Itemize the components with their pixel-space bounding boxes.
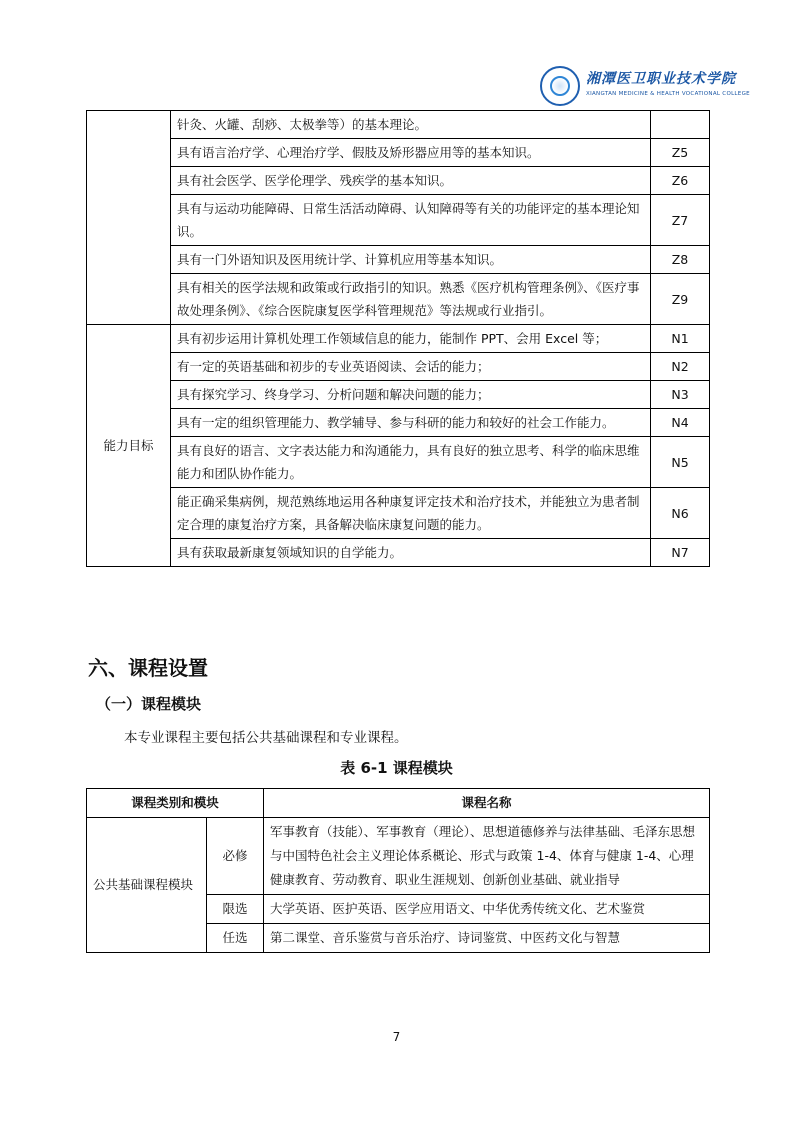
table-header-row bbox=[87, 789, 710, 818]
table-caption: 表 6-1 课程模块 bbox=[340, 759, 453, 777]
table-row bbox=[87, 246, 710, 274]
logo-chinese-name: 湘潭医卫职业技术学院 bbox=[586, 71, 736, 87]
college-logo bbox=[540, 66, 750, 108]
objective-text: 具有获取最新康复领域知识的自学能力。 bbox=[171, 539, 651, 567]
objective-text: 针灸、火罐、刮痧、太极拳等）的基本理论。 bbox=[171, 111, 651, 139]
objective-code: Z5 bbox=[651, 139, 710, 167]
knowledge-category-cell bbox=[87, 111, 171, 325]
objective-text: 能正确采集病例，规范熟练地运用各种康复评定技术和治疗技术，并能独立为患者制定合理的康复治疗方案，具备解决临床康复问题的能力。 bbox=[171, 488, 651, 539]
objective-code: N6 bbox=[651, 488, 710, 539]
objective-code: Z6 bbox=[651, 167, 710, 195]
column-header-category: 课程类别和模块 bbox=[87, 789, 264, 818]
table-row bbox=[87, 437, 710, 488]
section-paragraph: 本专业课程主要包括公共基础课程和专业课程。 bbox=[124, 730, 408, 746]
objective-code bbox=[651, 111, 710, 139]
page-number: 7 bbox=[392, 1030, 401, 1044]
objective-code: Z9 bbox=[651, 274, 710, 325]
table-row bbox=[87, 111, 710, 139]
objective-text: 具有初步运用计算机处理工作领域信息的能力，能制作 PPT、会用 Excel 等； bbox=[171, 325, 651, 353]
objective-code: N4 bbox=[651, 409, 710, 437]
ability-category-cell: 能力目标 bbox=[87, 325, 171, 567]
course-type: 必修 bbox=[207, 818, 264, 895]
course-list: 军事教育（技能）、军事教育（理论）、思想道德修养与法律基础、毛泽东思想与中国特色社会主义理论体系概论、形式与政策 1-4、体育与健康 1-4、心理健康教育、劳动教育、职业生涯规划、创新创业基础、就业指导 bbox=[264, 818, 710, 895]
objectives-table bbox=[86, 110, 710, 567]
table-row bbox=[87, 818, 710, 895]
objective-text: 具有探究学习、终身学习、分析问题和解决问题的能力； bbox=[171, 381, 651, 409]
objective-text: 具有一门外语知识及医用统计学、计算机应用等基本知识。 bbox=[171, 246, 651, 274]
objective-code: Z8 bbox=[651, 246, 710, 274]
table-row bbox=[87, 353, 710, 381]
objective-text: 具有社会医学、医学伦理学、残疾学的基本知识。 bbox=[171, 167, 651, 195]
objective-code: N5 bbox=[651, 437, 710, 488]
objective-text: 有一定的英语基础和初步的专业英语阅读、会话的能力； bbox=[171, 353, 651, 381]
course-list: 大学英语、医护英语、医学应用语文、中华优秀传统文化、艺术鉴赏 bbox=[264, 895, 710, 924]
objective-code: Z7 bbox=[651, 195, 710, 246]
objective-code: N3 bbox=[651, 381, 710, 409]
college-seal-icon bbox=[540, 66, 580, 106]
table-row bbox=[87, 488, 710, 539]
section-heading: 六、课程设置 bbox=[88, 656, 208, 680]
table-row bbox=[87, 139, 710, 167]
module-name-cell: 公共基础课程模块 bbox=[87, 818, 207, 953]
objective-text: 具有相关的医学法规和政策或行政指引的知识。熟悉《医疗机构管理条例》、《医疗事故处理条例》、《综合医院康复医学科管理规范》等法规或行业指引。 bbox=[171, 274, 651, 325]
table-row bbox=[87, 325, 710, 353]
objective-text: 具有良好的语言、文字表达能力和沟通能力，具有良好的独立思考、科学的临床思维能力和团队协作能力。 bbox=[171, 437, 651, 488]
table-row bbox=[87, 195, 710, 246]
objective-text: 具有语言治疗学、心理治疗学、假肢及矫形器应用等的基本知识。 bbox=[171, 139, 651, 167]
objective-code: N2 bbox=[651, 353, 710, 381]
course-list: 第二课堂、音乐鉴赏与音乐治疗、诗词鉴赏、中医药文化与智慧 bbox=[264, 924, 710, 953]
course-type: 限选 bbox=[207, 895, 264, 924]
objective-text: 具有与运动功能障碍、日常生活活动障碍、认知障碍等有关的功能评定的基本理论知识。 bbox=[171, 195, 651, 246]
table-row bbox=[87, 539, 710, 567]
logo-english-name: XIANGTAN MEDICINE & HEALTH VOCATIONAL COLLEGE bbox=[586, 91, 750, 97]
section-subheading: （一）课程模块 bbox=[96, 695, 202, 713]
table-row bbox=[87, 381, 710, 409]
column-header-courses: 课程名称 bbox=[264, 789, 710, 818]
objective-code: N1 bbox=[651, 325, 710, 353]
objective-code: N7 bbox=[651, 539, 710, 567]
table-row bbox=[87, 409, 710, 437]
table-row bbox=[87, 167, 710, 195]
table-row bbox=[87, 274, 710, 325]
course-type: 任选 bbox=[207, 924, 264, 953]
objective-text: 具有一定的组织管理能力、教学辅导、参与科研的能力和较好的社会工作能力。 bbox=[171, 409, 651, 437]
course-module-table bbox=[86, 788, 710, 953]
